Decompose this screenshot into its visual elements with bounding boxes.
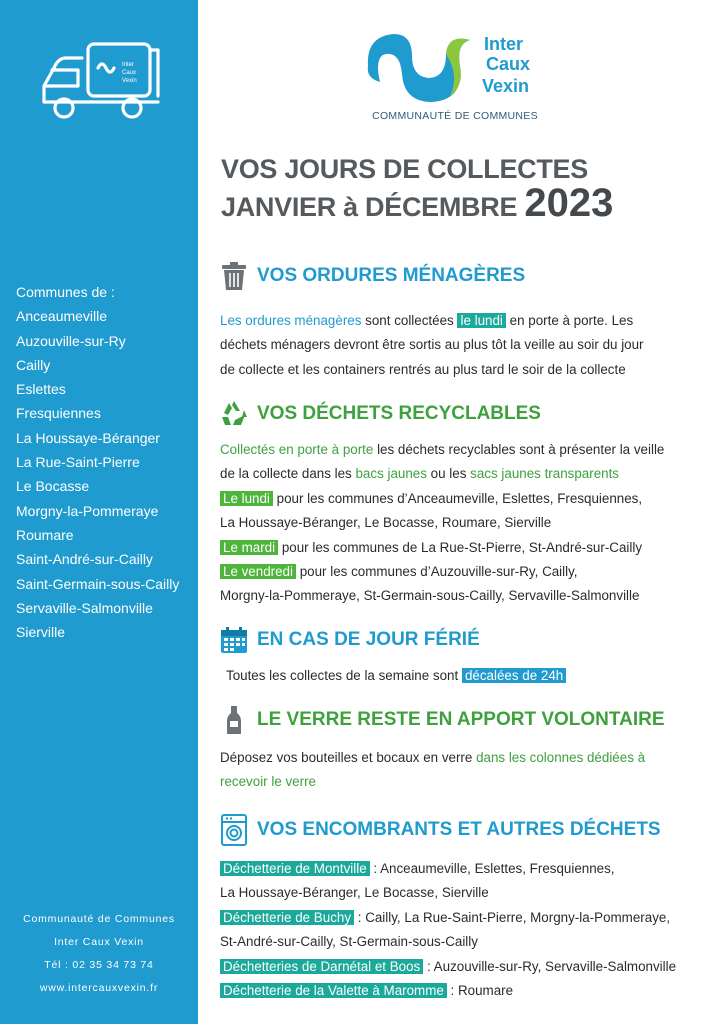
calendar-icon: [219, 625, 249, 655]
commune-item: Sierville: [16, 624, 66, 641]
text-span: dans les colonnes dédiées à: [476, 750, 646, 765]
commune-item: Fresquiennes: [16, 405, 101, 422]
title-line2: JANVIER à DÉCEMBRE: [221, 192, 518, 222]
text-span: : Anceaumeville, Eslettes, Fresquiennes,: [369, 861, 615, 876]
highlight-dechetterie: Déchetteries de Darnétal et Boos: [220, 959, 423, 974]
text-span: Collectés en porte à porte: [220, 442, 374, 457]
section-title-verre: [219, 705, 665, 735]
recycle-icon: [219, 399, 249, 429]
svg-text:Caux: Caux: [122, 70, 137, 76]
section-title-text: LE VERRE RESTE EN APPORT VOLONTAIRE: [257, 709, 665, 730]
highlight-day: Le mardi: [220, 540, 278, 555]
commune-item: Servaville-Salmonville: [16, 599, 153, 616]
commune-item: Morgny-la-Pommeraye: [16, 502, 159, 519]
text-span: : Roumare: [446, 983, 514, 999]
text-span: : Auzouville-sur-Ry, Servaville-Salmonville: [423, 958, 677, 974]
highlight-day: Le vendredi: [220, 564, 296, 579]
contact-block: [0, 908, 198, 1000]
title-line1: VOS JOURS DE COLLECTES: [221, 154, 588, 184]
svg-text:Vexin: Vexin: [122, 78, 137, 84]
ordures-text: [220, 309, 720, 382]
recyclables-text: [220, 438, 720, 609]
logo-name-line2: Caux: [486, 54, 531, 74]
logo-subtitle: COMMUNAUTÉ DE COMMUNES: [372, 110, 538, 122]
commune-item: Auzouville-sur-Ry: [16, 332, 126, 349]
text-span: les déchets recyclables sont à présenter la veille: [373, 442, 665, 457]
contact-web[interactable]: www.intercauxvexin.fr: [39, 982, 159, 994]
commune-item: Saint-André-sur-Cailly: [16, 551, 153, 568]
text-line: La Houssaye-Béranger, Le Bocasse, Sierville: [220, 885, 489, 901]
text-line: recevoir le verre: [220, 774, 316, 790]
title-year: 2023: [524, 181, 614, 225]
commune-item: Roumare: [16, 526, 74, 543]
logo-name-line3: Vexin: [482, 76, 530, 96]
communes-list: [16, 280, 179, 644]
text-span: Déposez vos bouteilles et bocaux en verre: [220, 750, 477, 765]
bottle-icon: [219, 705, 249, 735]
text-line: de collecte et les containers rentrés au plus tard le soir de la collecte: [220, 361, 626, 377]
encombrants-text: [220, 857, 724, 1003]
commune-item: La Houssaye-Béranger: [16, 429, 160, 446]
svg-text:Inter: Inter: [122, 62, 135, 68]
commune-item: Cailly: [16, 356, 51, 373]
section-title-text: VOS ORDURES MÉNAGÈRES: [257, 265, 526, 286]
garbage-truck-icon: [38, 38, 162, 124]
commune-item: La Rue-Saint-Pierre: [16, 454, 140, 471]
text-span: Les ordures ménagères: [220, 313, 362, 328]
text-line: Morgny-la-Pommeraye, St-Germain-sous-Cailly, Servaville-Salmonville: [220, 588, 640, 604]
section-title-encombrants: [219, 815, 661, 845]
text-span: sacs jaunes transparents: [470, 466, 620, 482]
text-span: pour les communes de La Rue-St-Pierre, St-André-sur-Cailly: [278, 539, 643, 555]
trash-can-icon: [219, 261, 249, 291]
logo-name-line1: Inter: [484, 34, 524, 54]
text-span: en porte à porte. Les: [505, 313, 634, 328]
section-title-ordures: [219, 261, 525, 291]
section-title-text: EN CAS DE JOUR FÉRIÉ: [257, 629, 480, 650]
text-span: de la collecte dans les: [220, 466, 356, 482]
text-line: St-André-sur-Cailly, St-Germain-sous-Cailly: [220, 934, 478, 950]
sidebar: [0, 0, 198, 1024]
contact-tel: Tél : 02 35 34 73 74: [44, 959, 154, 971]
text-span: sont collectées: [361, 313, 458, 328]
ferie-text: [226, 664, 724, 688]
communes-intro: Communes de :: [16, 284, 115, 300]
text-line: La Houssaye-Béranger, Le Bocasse, Roumare, Sierville: [220, 515, 552, 531]
contact-name: Inter Caux Vexin: [54, 936, 144, 948]
washing-machine-icon: [219, 815, 249, 845]
text-span: bacs jaunes: [355, 466, 427, 482]
commune-item: Eslettes: [16, 381, 66, 398]
highlight-day: Le lundi: [220, 491, 273, 506]
page-title: [221, 152, 613, 224]
commune-item: Anceaumeville: [16, 308, 108, 325]
section-title-text: VOS DÉCHETS RECYCLABLES: [257, 403, 541, 424]
contact-org: Communauté de Communes: [23, 913, 175, 925]
section-title-text: VOS ENCOMBRANTS ET AUTRES DÉCHETS: [257, 819, 661, 840]
commune-item: Saint-Germain-sous-Cailly: [16, 575, 180, 592]
highlight-dechetterie: Déchetterie de Buchy: [220, 910, 354, 925]
commune-item: Le Bocasse: [16, 478, 90, 495]
highlight-dechetterie: Déchetterie de Montville: [220, 861, 370, 876]
highlight-dechetterie: Déchetterie de la Valette à Maromme: [220, 983, 447, 998]
section-title-recyclables: [219, 399, 541, 429]
text-line: déchets ménagers devront être sortis au plus tôt la veille au soir du jour: [220, 337, 644, 353]
verre-text: [220, 746, 720, 795]
text-span: Toutes les collectes de la semaine sont: [226, 668, 462, 683]
text-span: ou les: [426, 466, 471, 482]
section-title-ferie: [219, 625, 480, 655]
highlight-delay: décalées de 24h: [462, 668, 566, 683]
text-span: pour les communes d’Anceaumeville, Eslettes, Fresquiennes,: [272, 490, 643, 506]
text-span: pour les communes d’Auzouville-sur-Ry, Cailly,: [295, 564, 578, 580]
highlight-day: le lundi: [457, 313, 505, 328]
text-span: : Cailly, La Rue-Saint-Pierre, Morgny-la-Pommeraye,: [354, 909, 671, 925]
